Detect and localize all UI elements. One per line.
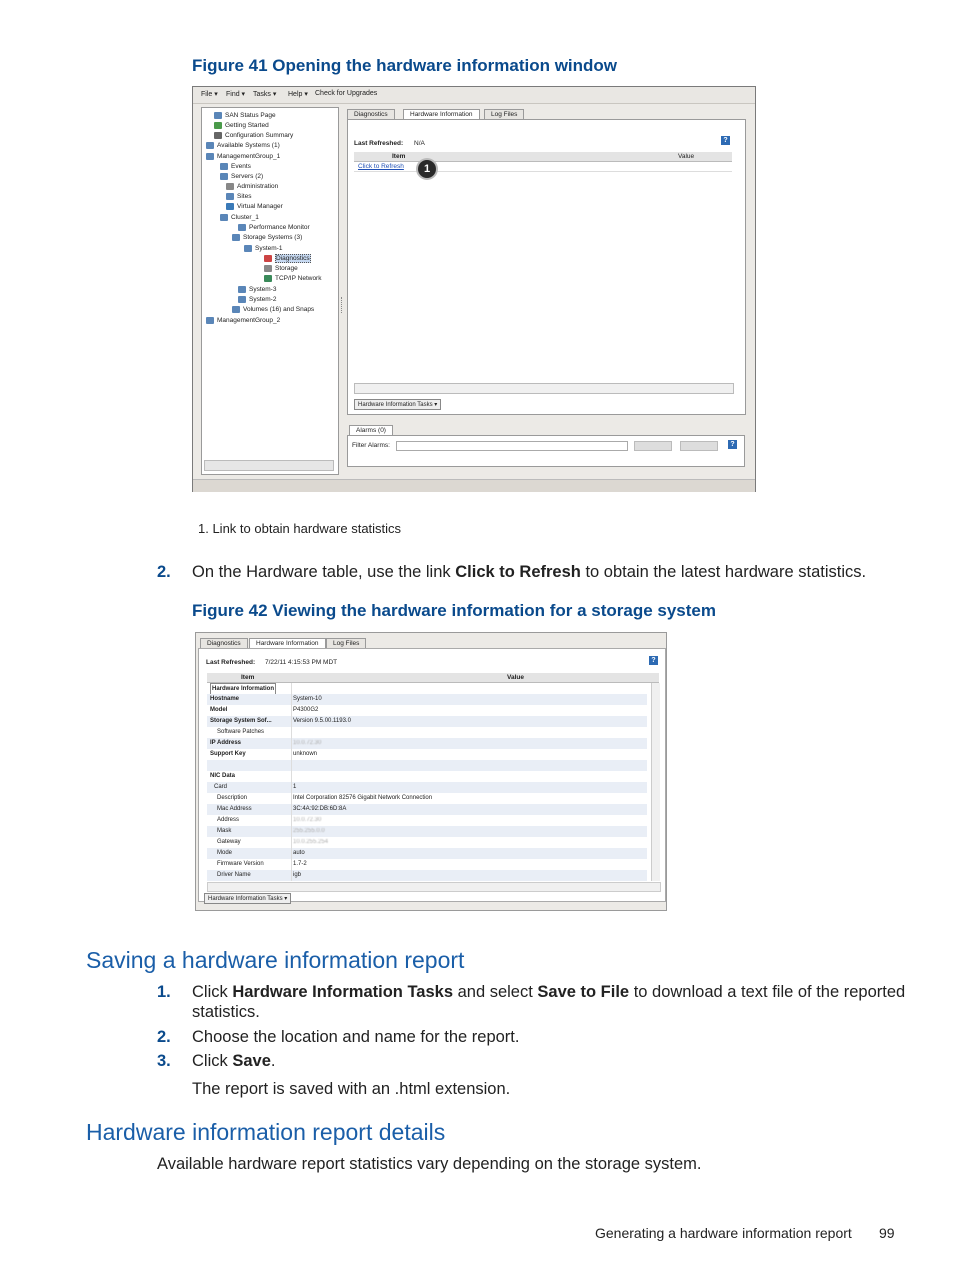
tree-item[interactable]: Available Systems (1) [206,142,280,149]
table-row[interactable]: Support Key unknown [210,751,318,757]
tree-item[interactable]: ManagementGroup_2 [206,317,280,324]
step-2-text: On the Hardware table, use the link Click to Refresh to obtain the latest hardware statistics. [192,563,867,581]
tree-item[interactable]: Storage Systems (3) [232,234,302,241]
table-row[interactable]: Mask 255.255.0.0 [207,826,647,837]
servers-icon [220,173,228,180]
menu-bar [193,87,755,104]
last-refreshed-label: Last Refreshed: [354,140,404,147]
tree-item[interactable]: Performance Monitor [238,224,310,231]
hardware-tab-body [347,119,746,415]
menu-tasks[interactable]: Tasks ▾ [253,91,277,98]
navigation-tree [201,107,339,475]
tree-item[interactable]: Getting Started [214,122,269,129]
last-refreshed-value: 7/22/11 4:15:53 PM MDT [265,659,338,666]
tree-item[interactable]: Servers (2) [220,173,263,180]
menu-help[interactable]: Help ▾ [288,91,308,98]
tree-item[interactable]: Virtual Manager [226,203,283,210]
group-icon [206,153,214,160]
status-bar [193,479,755,492]
tree-item[interactable]: Configuration Summary [214,132,293,139]
hardware-table [207,683,650,881]
help-icon[interactable]: ? [721,136,730,145]
step-number: 1. [157,983,171,1001]
table-row[interactable]: Mac Address 3C:4A:92:DB:6D:8A [207,804,647,815]
table-row[interactable]: IP Address 10.0.72.30 [207,738,647,749]
figure-41-caption: 1. Link to obtain hardware statistics [198,521,402,536]
figure-42-screenshot [195,632,667,911]
tree-item[interactable]: ManagementGroup_1 [206,153,280,160]
sites-icon [226,193,234,200]
table-row[interactable]: Hostname System-10 [207,694,647,705]
menu-find[interactable]: Find ▾ [226,91,246,98]
events-icon [220,163,228,170]
tree-horizontal-scrollbar[interactable] [204,460,334,471]
volumes-icon [232,306,240,313]
check-icon [214,122,222,129]
tree-item[interactable]: System-1 [244,245,282,252]
hardware-information-tasks-button[interactable]: Hardware Information Tasks ▾ [204,893,291,904]
hardware-panel [347,109,745,415]
tab-log-files[interactable]: Log Files [326,638,366,649]
storage-icon [264,265,272,272]
section-heading-saving: Saving a hardware information report [86,947,465,973]
save-step-2-text: Choose the location and name for the report. [192,1028,520,1046]
cluster-icon [220,214,228,221]
storage-systems-icon [232,234,240,241]
menu-file[interactable]: File ▾ [201,91,218,98]
tree-item[interactable]: Cluster_1 [220,214,259,221]
tab-log-files[interactable]: Log Files [484,109,524,120]
table-vertical-scrollbar[interactable] [651,683,660,881]
tree-item[interactable]: System-3 [238,286,276,293]
footer-text: Generating a hardware information report [595,1225,852,1241]
tree-item[interactable]: SAN Status Page [214,112,276,119]
column-value: Value [507,674,524,681]
step-number: 3. [157,1052,171,1070]
system-icon [238,296,246,303]
last-refreshed-label: Last Refreshed: [206,659,256,666]
table-row[interactable]: Software Patches [217,729,265,735]
hardware-information-tasks-button[interactable]: Hardware Information Tasks ▾ [354,399,441,410]
click-to-refresh-link[interactable]: Click to Refresh [358,163,404,170]
help-icon[interactable]: ? [649,656,658,665]
table-row[interactable]: NIC Data [210,773,236,779]
table-row[interactable]: Storage System Sof... Version 9.5.00.1193.0 [207,716,647,727]
virtual-manager-icon [226,203,234,210]
table-horizontal-scrollbar[interactable] [354,383,734,394]
filter-alarms-label: Filter Alarms: [352,442,390,449]
tab-diagnostics[interactable]: Diagnostics [200,638,248,649]
step-number: 2. [157,563,171,581]
figure-42-title: Figure 42 Viewing the hardware information for a storage system [192,601,716,620]
tree-item[interactable]: Sites [226,193,251,200]
system-icon [244,245,252,252]
save-step-1-continuation: statistics. [192,1003,260,1021]
column-value: Value [678,153,695,160]
table-row[interactable]: Firmware Version 1.7-2 [217,861,307,867]
tree-item[interactable]: TCP/IP Network [264,275,321,282]
filter-alarms-input[interactable] [396,441,628,451]
table-row[interactable]: Hardware Information [207,683,647,694]
system-icon [238,286,246,293]
menu-check-upgrades[interactable]: Check for Upgrades [315,90,378,97]
admin-icon [226,183,234,190]
hardware-tab-body [198,648,666,902]
tree-item[interactable]: Administration [226,183,278,190]
table-row[interactable] [207,760,647,771]
tab-hardware-information[interactable]: Hardware Information [403,109,480,120]
column-item: Item [241,674,255,681]
callout-badge: 1 [418,160,436,178]
step-number: 2. [157,1028,171,1046]
monitor-icon [238,224,246,231]
table-row[interactable]: Driver Name igb [207,870,647,881]
tab-alarms[interactable]: Alarms (0) [349,425,393,436]
tab-hardware-information[interactable]: Hardware Information [249,638,326,649]
sigma-icon [214,132,222,139]
diagnostics-icon [264,255,272,262]
tree-item[interactable]: System-2 [238,296,276,303]
table-row[interactable]: Model P4300G2 [210,707,319,713]
last-refreshed-value: N/A [414,140,425,147]
group-icon [206,317,214,324]
table-row[interactable]: Gateway 10.0.255.254 [217,839,329,845]
table-header [354,152,732,162]
tree-item-diagnostics[interactable]: Diagnostics [264,255,311,262]
table-row[interactable]: Card 1 [207,782,647,793]
column-item: Item [392,153,406,160]
save-step-1-text: Click Hardware Information Tasks and select Save to File to download a text file of the reported [192,983,906,1001]
table-horizontal-scrollbar[interactable] [207,882,661,892]
alarms-help-icon[interactable]: ? [728,440,737,449]
table-header [207,673,659,683]
figure-41-screenshot [192,86,756,492]
tree-item[interactable]: Storage [264,265,298,272]
page-number: 99 [879,1225,895,1241]
table-row[interactable]: Mode auto [207,848,647,859]
systems-icon [206,142,214,149]
panel-splitter[interactable] [339,107,345,473]
table-row[interactable]: Description Intel Corporation 82576 Gigabit Network Connection [217,795,433,801]
section-heading-details: Hardware information report details [86,1119,446,1145]
save-step-3-text: Click Save. [192,1052,276,1070]
tree-item[interactable]: Volumes (16) and Snaps [232,306,314,313]
figure-41-title: Figure 41 Opening the hardware information window [192,56,618,75]
tab-diagnostics[interactable]: Diagnostics [347,109,395,120]
table-row[interactable]: Address 10.0.72.30 [217,817,322,823]
page-icon [214,112,222,119]
clear-button[interactable] [680,441,718,451]
details-text: Available hardware report statistics vary depending on the storage system. [157,1155,702,1173]
filter-button[interactable] [634,441,672,451]
network-icon [264,275,272,282]
save-note: The report is saved with an .html extension. [192,1080,511,1098]
alarms-panel [347,425,744,465]
tree-item[interactable]: Events [220,163,251,170]
